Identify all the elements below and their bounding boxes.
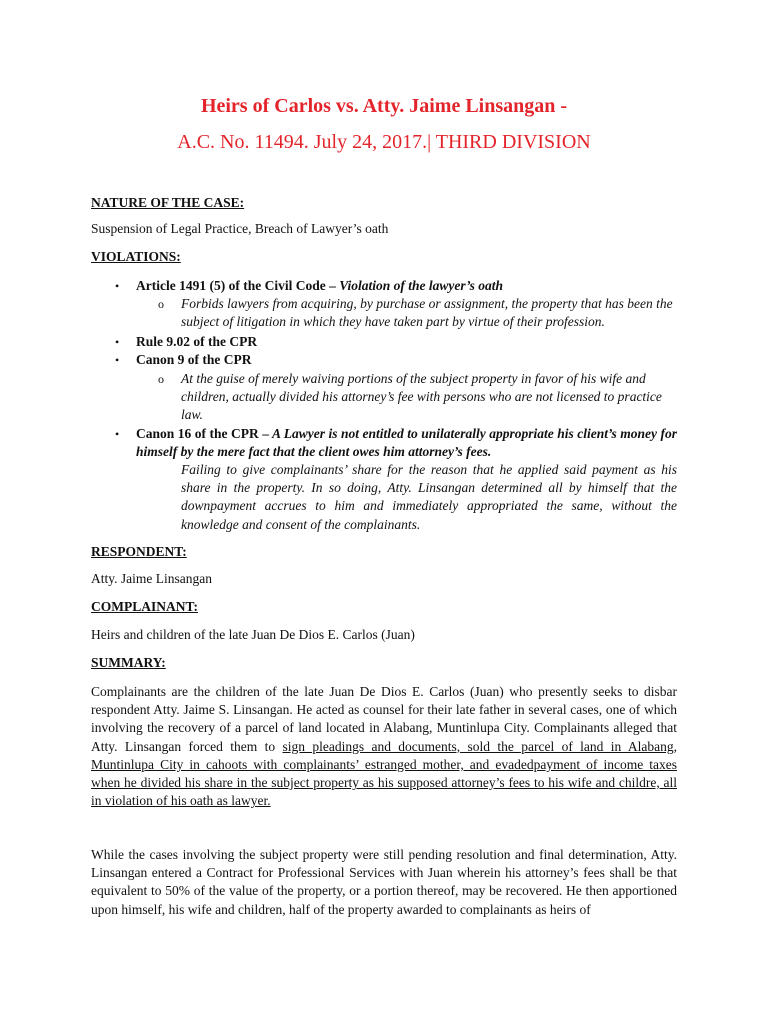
violation-item-3-detail: At the guise of merely waiving portions of the subject property in favor of his wife and children, actually divided his attorney’s fee with persons who are not licensed to practice law.	[181, 371, 662, 423]
violation-emphasis: A Lawyer is not entitled to unilaterally appropriate his client’s money for himself by the mere fact that the client owes him attorney’s fees.	[136, 426, 677, 460]
bullet-icon: •	[115, 427, 120, 441]
summary-text: Complainants are the children of the late Juan De Dios E. Carlos (Juan) who presently seeks to disbar respondent Atty. Jaime S. Linsangan. He acted as counsel for their late father in several cases, one of which involving the recovery of a parcel of land located in Alabang, Muntinlupa City. Complainants alleged that Atty. Linsangan forced them to	[91, 684, 677, 754]
sub-bullet-icon: o	[158, 297, 164, 311]
violation-label: Article 1491 (5) of the Civil Code –	[136, 278, 336, 293]
summary-underlined-text: sign pleadings and documents, sold the parcel of land in Alabang, Muntinlupa City in cahoots with complainants’ estranged mother, and evadedpayment of income taxes when he divided his share in the subject property as his supposed attorney’s fees to his wife and childre, all in violation of his oath as lawyer.	[91, 738, 678, 809]
respondent-text: Atty. Jaime Linsangan	[91, 571, 212, 586]
complainant-text: Heirs and children of the late Juan De Dios E. Carlos (Juan)	[91, 627, 415, 642]
bullet-icon: •	[115, 335, 120, 349]
summary-paragraph-1	[91, 683, 677, 810]
violations-heading: VIOLATIONS:	[91, 249, 181, 264]
case-title: Heirs of Carlos vs. Atty. Jaime Linsangan -	[200, 95, 568, 117]
case-citation: A.C. No. 11494. July 24, 2017.| THIRD DIVISION	[177, 131, 591, 153]
violation-item-1	[136, 277, 676, 295]
respondent-heading: RESPONDENT:	[91, 544, 187, 559]
bullet-icon: •	[115, 353, 120, 367]
nature-heading: NATURE OF THE CASE:	[91, 195, 245, 210]
violation-item-2: Rule 9.02 of the CPR	[136, 334, 258, 349]
sub-bullet-icon: o	[158, 372, 164, 386]
violation-emphasis: Violation of the lawyer’s oath	[335, 278, 503, 293]
violation-item-4	[136, 425, 677, 461]
summary-paragraph-2: While the cases involving the subject property were still pending resolution and final determination, Atty. Linsangan entered a Contract for Professional Services with Juan wherein his attorney’s fees shall be that equivalent to 50% of the value of the property, or a portion thereof, may be recovered. He then apportioned upon himself, his wife and children, half of the property awarded to complainants as heirs of	[91, 847, 677, 917]
violation-item-3: Canon 9 of the CPR	[136, 352, 252, 367]
bullet-icon: •	[115, 279, 120, 293]
complainant-heading: COMPLAINANT:	[91, 599, 198, 614]
violation-label: Canon 16 of the CPR –	[136, 426, 269, 441]
violation-item-4-detail: Failing to give complainants’ share for the reason that he applied said payment as his share in the property. In so doing, Atty. Linsangan determined all by himself that the downpayment accrues to him and immediately appropriated the same, without the knowledge and consent of the complainants.	[181, 462, 677, 532]
violation-item-1-detail: Forbids lawyers from acquiring, by purchase or assignment, the property that has been the subject of litigation in which they have taken part by virtue of their profession.	[181, 296, 673, 330]
summary-heading: SUMMARY:	[91, 655, 166, 670]
nature-text: Suspension of Legal Practice, Breach of Lawyer’s oath	[91, 221, 389, 236]
